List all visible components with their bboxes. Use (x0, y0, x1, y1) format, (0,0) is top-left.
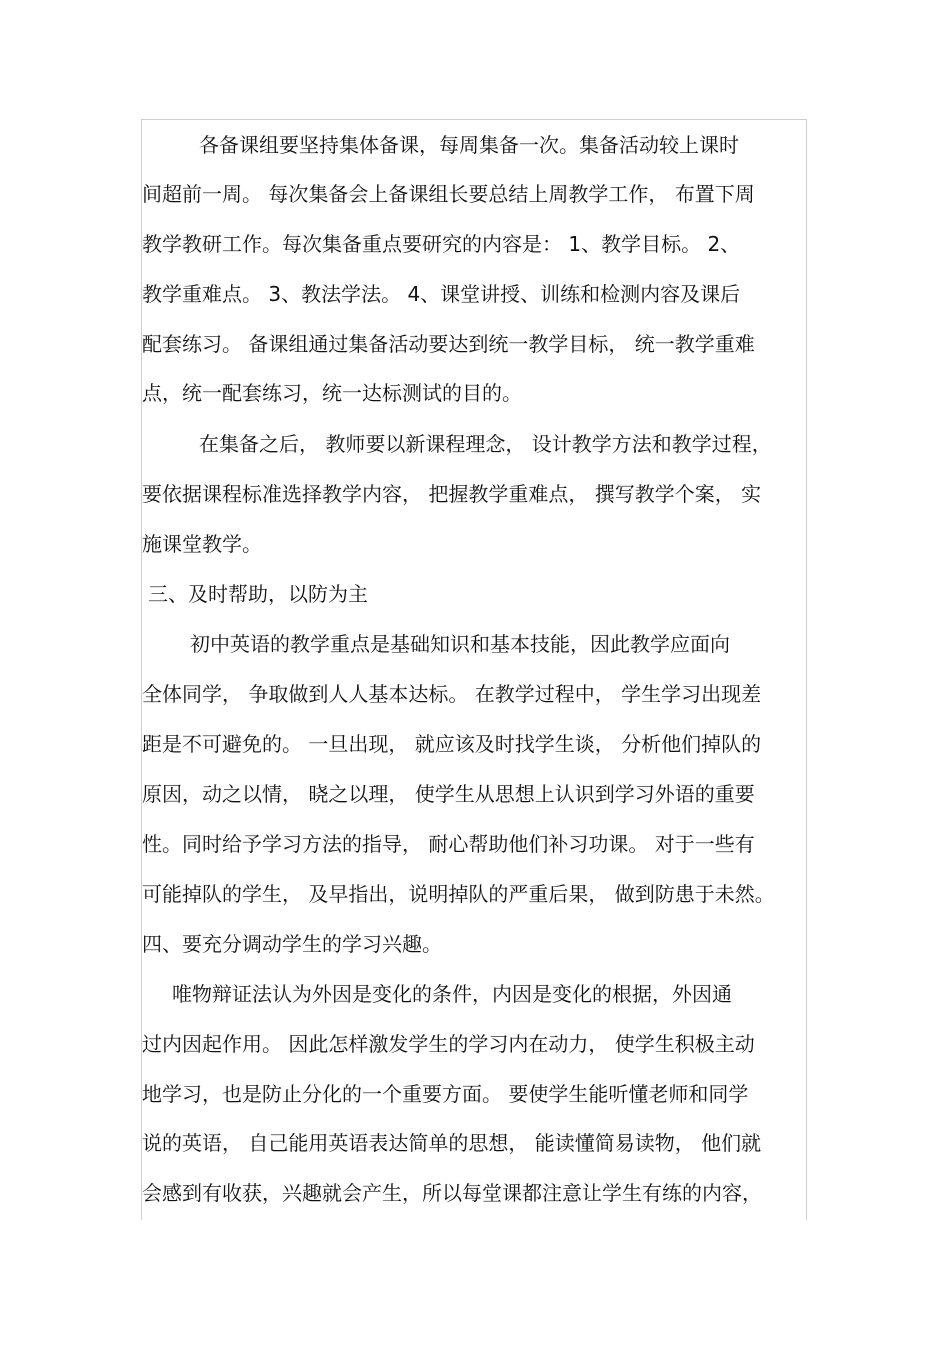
text-line: 各备课组要坚持集体备课，每周集备一次。集备活动较上课时 (199, 133, 739, 157)
page-frame (141, 119, 807, 1220)
text-line: 间超前一周。 每次集备会上备课组长要总结上周教学工作， 布置下周 (142, 182, 755, 206)
text-line: 配套练习。 备课组通过集备活动要达到统一教学目标， 统一教学重难 (142, 332, 755, 356)
text-line: 性。同时给予学习方法的指导， 耐心帮助他们补习功课。 对于一些有 (142, 832, 755, 856)
text-line: 原因，动之以情， 晓之以理， 使学生从思想上认识到学习外语的重要 (142, 782, 755, 806)
text-line: 初中英语的教学重点是基础知识和基本技能，因此教学应面向 (190, 632, 730, 656)
text-line: 地学习，也是防止分化的一个重要方面。 要使学生能听懂老师和同学 (142, 1082, 749, 1106)
section-heading: 三、及时帮助，以防为主 (148, 582, 368, 606)
text-line: 会感到有收获，兴趣就会产生，所以每堂课都注意让学生有练的内容， (142, 1181, 762, 1205)
text-line: 教学重难点。 3、教法学法。 4、课堂讲授、训练和检测内容及课后 (142, 282, 741, 306)
text-line: 点，统一配套练习，统一达标测试的目的。 (142, 381, 522, 405)
text-line: 教学教研工作。每次集备重点要研究的内容是： 1、教学目标。 2、 (142, 232, 741, 256)
text-line: 施课堂教学。 (142, 532, 262, 556)
text-line: 说的英语， 自己能用英语表达简单的思想， 能读懂简易读物， 他们就 (142, 1131, 762, 1155)
text-line: 在集备之后， 教师要以新课程理念， 设计教学方法和教学过程， (199, 432, 772, 456)
text-line: 可能掉队的学生， 及早指出，说明掉队的严重后果， 做到防患于未然。 (142, 882, 775, 906)
text-line: 距是不可避免的。 一旦出现， 就应该及时找学生谈， 分析他们掉队的 (142, 732, 762, 756)
text-line: 唯物辩证法认为外因是变化的条件，内因是变化的根据，外因通 (172, 982, 732, 1006)
text-line: 要依据课程标准选择教学内容， 把握教学重难点， 撰写教学个案， 实 (142, 482, 762, 506)
text-line: 过内因起作用。 因此怎样激发学生的学习内在动力， 使学生积极主动 (142, 1032, 755, 1056)
text-line: 全体同学， 争取做到人人基本达标。 在教学过程中， 学生学习出现差 (142, 682, 762, 706)
section-heading: 四、要充分调动学生的学习兴趣。 (142, 932, 442, 956)
